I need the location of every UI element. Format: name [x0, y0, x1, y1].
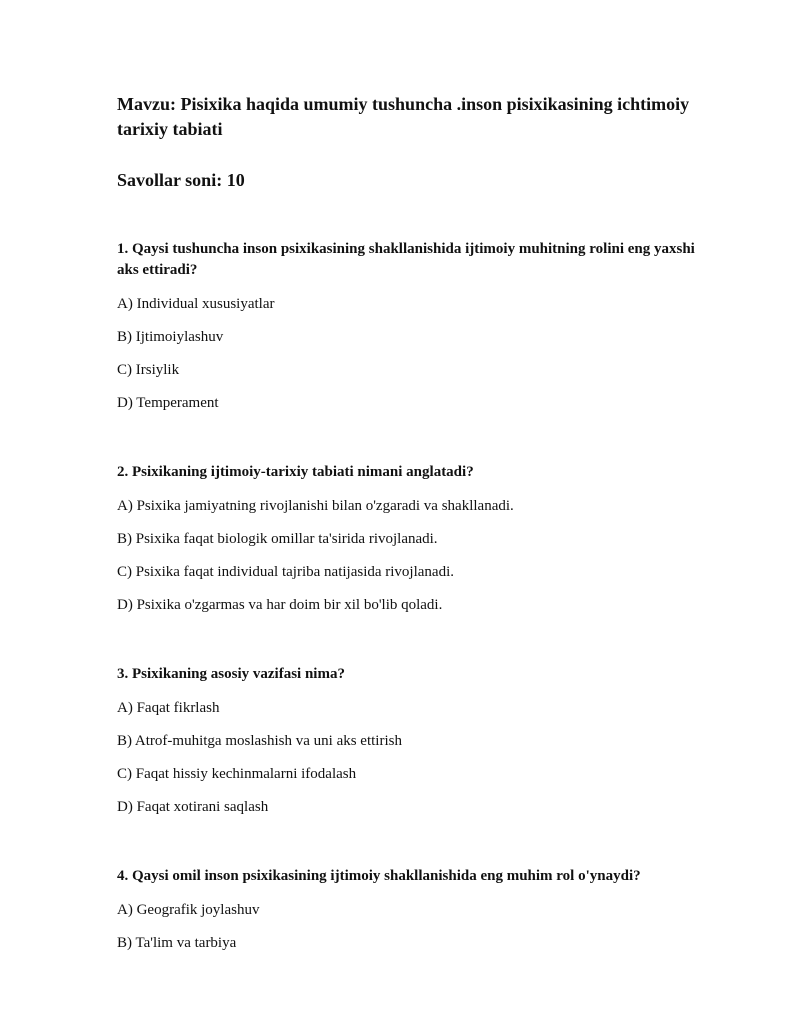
answer-option-c: C) Psixika faqat individual tajriba natijasida rivojlanadi. [117, 564, 455, 580]
answer-option-a: A) Faqat fikrlash [117, 700, 220, 716]
document-page [117, 92, 697, 953]
document-title: Mavzu: Pisixika haqida umumiy tushuncha .inson pisixikasining ichtimoiy tarixiy tabiati [117, 94, 690, 139]
question-text: 3. Psixikaning asosiy vazifasi nima? [117, 666, 345, 682]
answer-option-a: A) Geografik joylashuv [117, 902, 260, 918]
answer-option-b: B) Ta'lim va tarbiya [117, 935, 237, 951]
answer-option-c: C) Irsiylik [117, 362, 180, 378]
answer-option-b: B) Ijtimoiylashuv [117, 329, 224, 345]
question-3 [117, 664, 697, 817]
question-2 [117, 462, 697, 615]
question-1 [117, 239, 697, 413]
answer-option-d: D) Temperament [117, 395, 219, 411]
question-text: 4. Qaysi omil inson psixikasining ijtimoiy shakllanishida eng muhim rol o'ynaydi? [117, 868, 641, 884]
question-text: 2. Psixikaning ijtimoiy-tarixiy tabiati nimani anglatadi? [117, 464, 474, 480]
answer-option-a: A) Individual xususiyatlar [117, 296, 275, 312]
answer-option-c: C) Faqat hissiy kechinmalarni ifodalash [117, 766, 357, 782]
answer-option-a: A) Psixika jamiyatning rivojlanishi bilan o'zgaradi va shakllanadi. [117, 498, 514, 514]
question-text: 1. Qaysi tushuncha inson psixikasining shakllanishida ijtimoiy muhitning rolini eng yaxshi aks ettiradi? [117, 241, 695, 278]
question-4 [117, 866, 697, 953]
question-count: Savollar soni: 10 [117, 170, 245, 190]
answer-option-b: B) Psixika faqat biologik omillar ta'sirida rivojlanadi. [117, 531, 438, 547]
answer-option-b: B) Atrof-muhitga moslashish va uni aks ettirish [117, 733, 402, 749]
answer-option-d: D) Psixika o'zgarmas va har doim bir xil bo'lib qoladi. [117, 597, 443, 613]
answer-option-d: D) Faqat xotirani saqlash [117, 799, 269, 815]
